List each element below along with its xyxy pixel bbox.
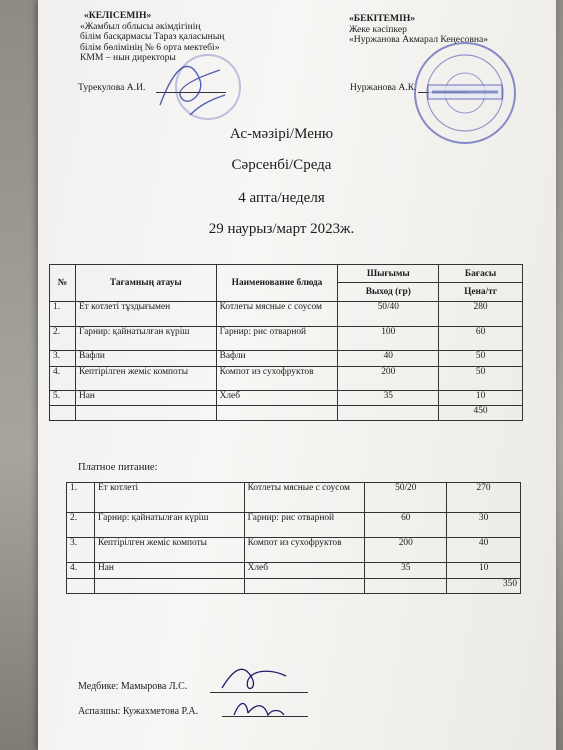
signature-left	[150, 45, 230, 125]
row-name-kz: Гарнир: қайнатылған күріш	[75, 327, 216, 351]
row-yield: 200	[338, 367, 439, 391]
menu-week: 4 апта/неделя	[238, 190, 325, 206]
row-name-kz: Ет котлеті	[94, 483, 244, 513]
table-row	[50, 302, 523, 327]
row-name-kz: Гарнир: қайнатылған күріш	[94, 513, 244, 538]
column-header-name-ru: Наименование блюда	[216, 265, 338, 302]
row-name-ru: Гарнир: рис отварной	[216, 327, 338, 351]
row-name-kz: Кептірілген жеміс компоты	[75, 367, 216, 391]
row-num: 1.	[67, 483, 95, 513]
row-yield: 35	[338, 391, 439, 406]
total-price: 350	[447, 579, 521, 594]
row-name-ru: Котлеты мясные с соусом	[244, 483, 365, 513]
row-name-kz: Нан	[94, 563, 244, 579]
approval-right-line: «Нуржанова Акмарал Кеңесовна»	[349, 34, 489, 46]
row-num: 3.	[67, 538, 95, 563]
table-total-row	[50, 406, 523, 421]
approval-left-heading: «КЕЛІСЕМІН»	[84, 10, 152, 21]
table-row	[50, 351, 523, 367]
cook-signature-label: Аспазшы: Кужахметова Р.А.	[78, 706, 199, 717]
column-header-price-ru: Цена/тг	[439, 283, 523, 302]
row-yield: 100	[338, 327, 439, 351]
table-row	[67, 563, 521, 579]
row-price: 40	[447, 538, 521, 563]
row-name-ru: Гарнир: рис отварной	[244, 513, 365, 538]
approval-left-line: «Жамбыл облысы әкімдігінің	[80, 20, 201, 32]
menu-title: Ас-мәзірі/Меню	[229, 126, 334, 142]
table-row	[67, 483, 521, 513]
row-name-kz: Кептірілген жеміс компоты	[94, 538, 244, 563]
column-header-name-kz: Тағамның атауы	[75, 265, 216, 302]
row-name-ru: Хлеб	[216, 391, 338, 406]
row-price: 10	[447, 563, 521, 579]
column-header-num: №	[50, 265, 76, 302]
approval-left-line: КММ – нын директоры	[80, 52, 176, 64]
column-header-price-kz: Бағасы	[439, 265, 523, 283]
approval-left-line: білім бөлімінің № 6 орта мектебі»	[80, 41, 220, 53]
row-price: 50	[439, 367, 523, 391]
table-row	[50, 391, 523, 406]
approval-left-line: білім басқармасы Тараз қаласының	[80, 31, 225, 43]
row-num: 1.	[50, 302, 76, 327]
row-price: 30	[447, 513, 521, 538]
paid-heading: Платное питание:	[78, 462, 158, 473]
table-total-row	[67, 579, 521, 594]
table-row	[67, 538, 521, 563]
menu-table	[49, 264, 523, 421]
row-num: 2.	[67, 513, 95, 538]
row-yield: 35	[365, 563, 447, 579]
row-name-ru: Вафли	[216, 351, 338, 367]
row-num: 4.	[50, 367, 76, 391]
row-name-kz: Вафли	[75, 351, 216, 367]
row-yield: 50/20	[365, 483, 447, 513]
row-num: 5.	[50, 391, 76, 406]
column-header-yield-ru: Выход (гр)	[338, 283, 439, 302]
row-yield: 50/40	[338, 302, 439, 327]
row-num: 4.	[67, 563, 95, 579]
row-name-kz: Ет котлеті тұздығымен	[75, 302, 216, 327]
approval-right-line: Жеке кәсіпкер	[349, 23, 407, 35]
nurse-signature-label: Медбике: Мамырова Л.С.	[78, 681, 188, 692]
row-price: 10	[439, 391, 523, 406]
row-yield: 40	[338, 351, 439, 367]
menu-day: Сәрсенбі/Среда	[231, 157, 332, 173]
signature-nurse	[214, 658, 294, 698]
table-row	[50, 327, 523, 351]
row-yield: 200	[365, 538, 447, 563]
row-num: 3.	[50, 351, 76, 367]
paid-menu-table	[66, 482, 521, 594]
row-name-ru: Компот из сухофруктов	[244, 538, 365, 563]
row-name-ru: Котлеты мясные с соусом	[216, 302, 338, 327]
row-name-kz: Нан	[75, 391, 216, 406]
table-row	[50, 367, 523, 391]
row-yield: 60	[365, 513, 447, 538]
approval-left-name: Турекулова А.И.	[78, 82, 146, 93]
row-price: 60	[439, 327, 523, 351]
table-row	[67, 513, 521, 538]
menu-date: 29 наурыз/март 2023ж.	[208, 221, 355, 237]
row-price: 50	[439, 351, 523, 367]
row-price: 270	[447, 483, 521, 513]
approval-right-heading: «БЕКІТЕМІН»	[349, 13, 416, 24]
row-num: 2.	[50, 327, 76, 351]
row-price: 280	[439, 302, 523, 327]
row-name-ru: Хлеб	[244, 563, 365, 579]
approval-right-name: Нуржанова А.К.	[350, 82, 417, 93]
row-name-ru: Компот из сухофруктов	[216, 367, 338, 391]
signature-cook	[228, 695, 288, 725]
column-header-yield-kz: Шығымы	[338, 265, 439, 283]
total-price: 450	[439, 406, 523, 421]
